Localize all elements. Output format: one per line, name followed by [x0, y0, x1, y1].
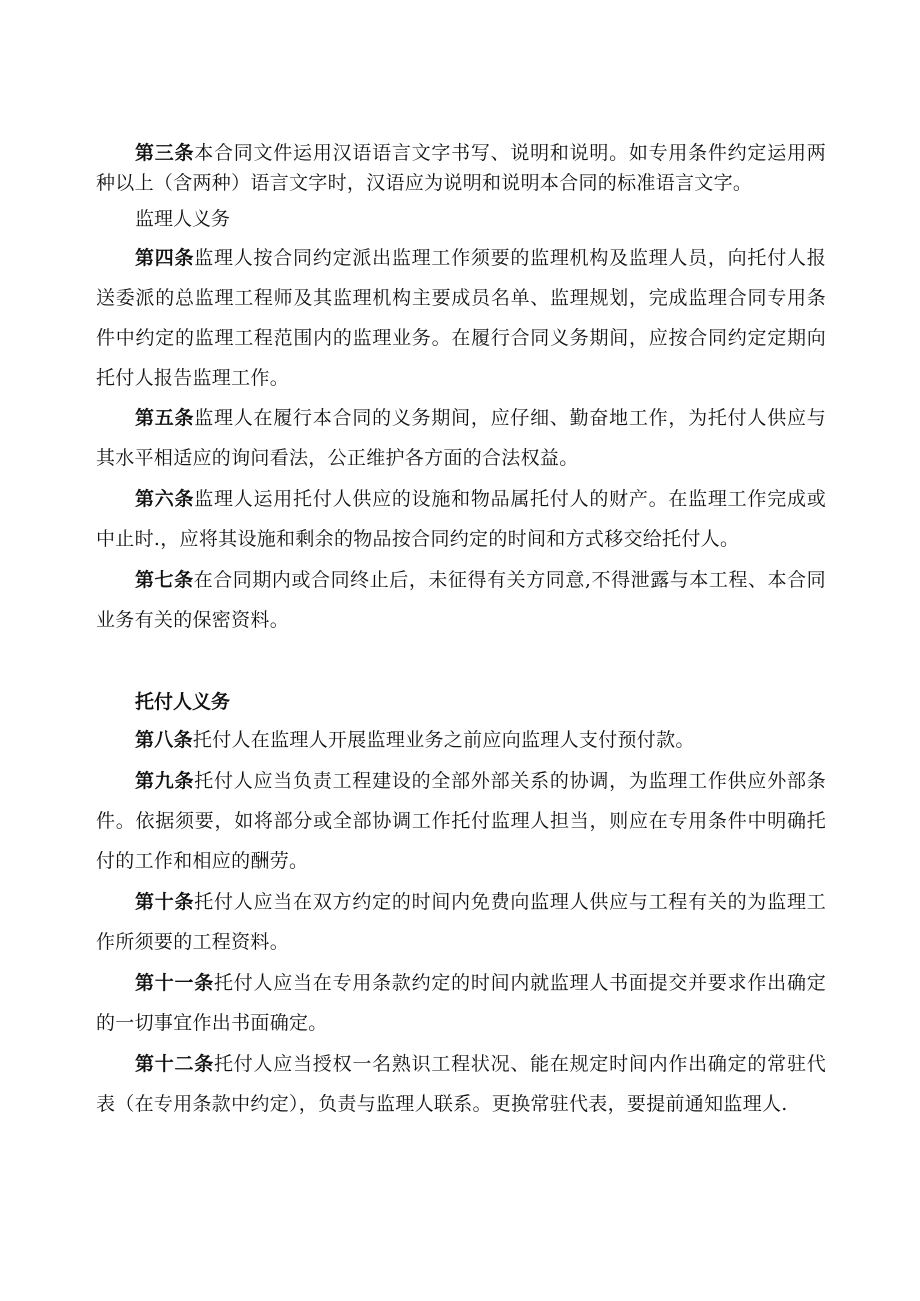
article-label: 第五条: [135, 407, 195, 429]
article-text: 托付人应当负责工程建设的全部外部关系的协调，为监理工作供应外部条件。依据须要，如将部分或全部协调工作托付监理人担当，则应在专用条件中明确托付的工作和相应的酬劳。: [96, 770, 827, 872]
section-heading-client-duties: 托付人义务: [135, 691, 231, 713]
article-text: 托付人应当在双方约定的时间内免费向监理人供应与工程有关的为监理工作所须要的工程资料。: [96, 891, 827, 953]
article-label: 第四条: [135, 247, 195, 269]
article-label: 第十条: [135, 891, 195, 913]
article-text: 在合同期内或合同终止后，未征得有关方同意,不得泄露与本工程、本合同业务有关的保密资料。: [96, 569, 826, 631]
article-text: 托付人在监理人开展监理业务之前应向监理人支付预付款。: [192, 729, 695, 751]
article-label: 第八条: [135, 729, 193, 751]
article-label: 第九条: [135, 770, 195, 792]
article-6: [96, 479, 826, 559]
article-label: 第七条: [135, 569, 194, 591]
article-8: [96, 720, 826, 760]
article-9: [96, 761, 826, 881]
section-heading-supervisor-duties: 监理人义务: [135, 208, 231, 230]
article-4: [96, 238, 826, 398]
article-text: 本合同文件运用汉语语言文字书写、说明和说明。如专用条件约定运用两种以上（含两种）语言文字时，汉语应为说明和说明本合同的标准语言文字。: [96, 142, 827, 194]
article-11: [96, 963, 826, 1043]
article-text: 托付人应当在专用条款约定的时间内就监理人书面提交并要求作出确定的一切事宜作出书面确定。: [96, 972, 826, 1034]
article-label: 第六条: [135, 488, 195, 510]
article-label: 第十一条: [135, 972, 215, 994]
article-5: [96, 398, 826, 478]
article-text: 监理人在履行本合同的义务期间，应仔细、勤奋地工作，为托付人供应与其水平相适应的询问看法，公正维护各方面的合法权益。: [96, 407, 827, 469]
article-7: [96, 560, 826, 640]
article-10: [96, 882, 826, 962]
article-text: 托付人应当授权一名熟识工程状况、能在规定时间内作出确定的常驻代表（在专用条款中约定），负责与监理人联系。更换常驻代表，要提前通知监理人.: [96, 1053, 826, 1115]
article-3: [96, 138, 826, 198]
article-label: 第三条: [135, 142, 195, 164]
article-label: 第十二条: [135, 1053, 215, 1075]
article-text: 监理人运用托付人供应的设施和物品属托付人的财产。在监理工作完成或中止时.，应将其设施和剩余的物品按合同约定的时间和方式移交给托付人。: [96, 488, 827, 550]
article-text: 监理人按合同约定派出监理工作须要的监理机构及监理人员，向托付人报送委派的总监理工程师及其监理机构主要成员名单、监理规划，完成监理合同专用条件中约定的监理工程范围内的监理业务。在履行合同义务期间，应按合同约定定期向托付人报告监理工作。: [96, 247, 827, 389]
article-12: [96, 1044, 826, 1124]
